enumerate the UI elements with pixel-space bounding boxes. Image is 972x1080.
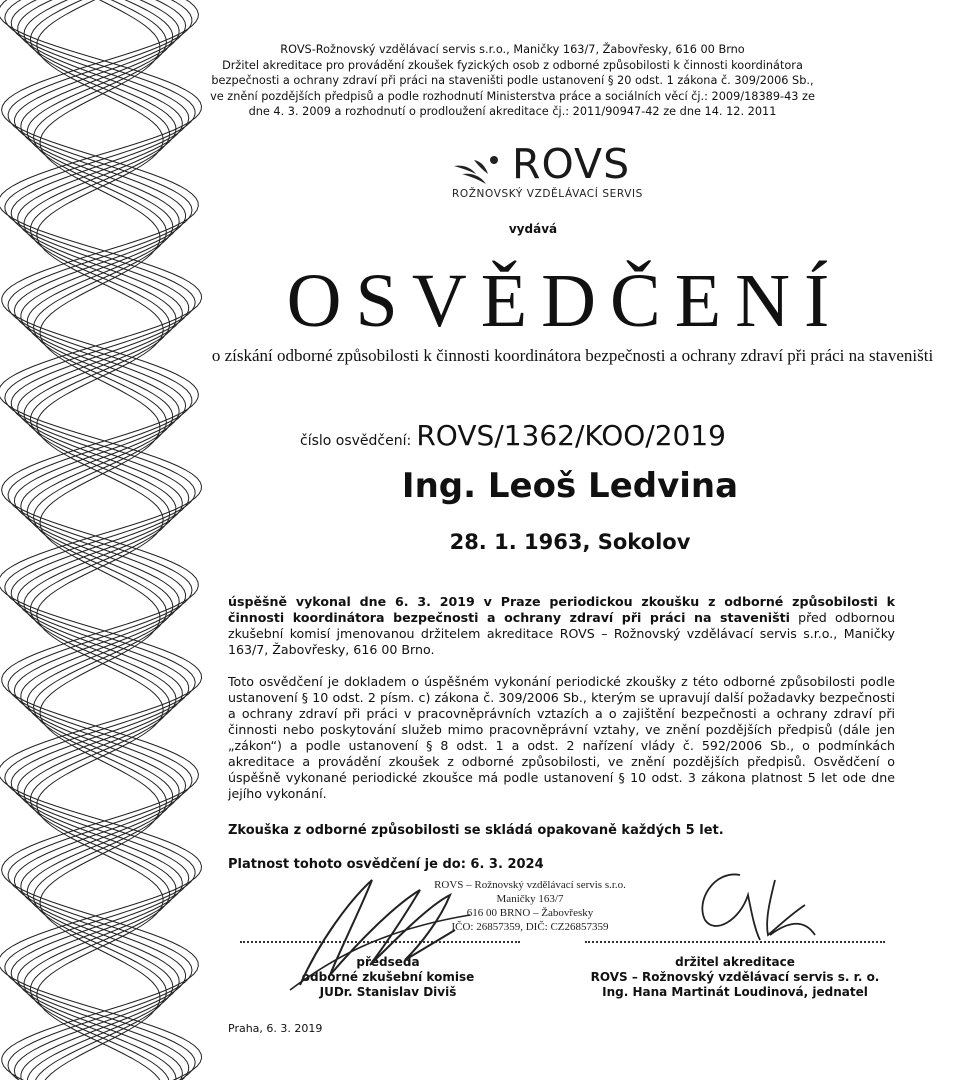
stamp-line-4: IČO: 26857359, DIČ: CZ26857359 bbox=[451, 921, 609, 933]
certificate-number-value: ROVS/1362/KOO/2019 bbox=[416, 419, 726, 452]
certificate-title: OSVĚDČENÍ bbox=[286, 259, 844, 343]
exam-paragraph-rest: před odbornou zkušební komisí jmenovanou držitelem akreditace ROVS – Rožnovský vzdělávací servis s.r.o., Maničky 163/7, Žabovřesky, 616 00 Brno. bbox=[228, 610, 895, 657]
stamp-line-3: 616 00 BRNO – Žabovřesky bbox=[466, 907, 594, 919]
repeat-note: Zkouška z odborné způsobilosti se skládá opakovaně každých 5 let. bbox=[228, 823, 724, 838]
issues-label: vydává bbox=[508, 222, 558, 236]
certificate-subtitle: o získání odborné způsobilosti k činnosti koordinátora bezpečnosti a ochrany zdraví při práci na staveništi bbox=[211, 346, 934, 365]
logo-wordmark: ROVS bbox=[512, 140, 631, 188]
exam-paragraph-bold: úspěšně vykonal dne 6. 3. 2019 v Praze periodickou zkoušku z odborné způsobilosti k činnosti koordinátora bezpečnosti a ochrany zdraví při práci na staveništi bbox=[228, 594, 895, 625]
place-date: Praha, 6. 3. 2019 bbox=[228, 1022, 323, 1035]
validity-line: Platnost tohoto osvědčení je do: 6. 3. 2024 bbox=[228, 857, 544, 872]
signatory-right bbox=[575, 955, 895, 1000]
signatory-right-org: ROVS – Rožnovský vzdělávací servis s. r. o. bbox=[590, 970, 880, 984]
signatory-left bbox=[268, 955, 508, 1000]
signatory-right-role: držitel akreditace bbox=[675, 955, 795, 969]
certificate-number bbox=[300, 419, 726, 452]
logo-subtitle: ROŽNOVSKÝ VZDĚLÁVACÍ SERVIS bbox=[452, 188, 643, 200]
stamp-line-1: ROVS – Rožnovský vzdělávací servis s.r.o. bbox=[434, 879, 626, 891]
accreditation-header: ROVS-Rožnovský vzdělávací servis s.r.o., Maničky 163/7, Žabovřesky, 616 00 Brno Držitel akreditace pro provádění zkoušek fyzických osob z odborné způsobilosti k činnosti koordinátora bezpečnosti a ochrany zdraví při práci na staveništi podle ustanovení § 20 odst. 1 zákona č. 309/2006 Sb., ve znění pozdějších předpisů a podle rozhodnutí Ministerstva práce a sociálních věcí čj.: 2009/18389-43 ze dne 4. 3. 2009 a rozhodnutí o prodloužení akreditace čj.: 2011/90947-42 ze dne 14. 12. 2011 bbox=[210, 43, 815, 118]
exam-paragraph bbox=[228, 594, 895, 658]
signatory-right-name: Ing. Hana Martinát Loudinová, jednatel bbox=[602, 985, 868, 999]
signature-right-scribble bbox=[702, 874, 815, 940]
signatory-left-name: JUDr. Stanislav Diviš bbox=[319, 985, 457, 999]
holder-name: Ing. Leoš Ledvina bbox=[401, 466, 739, 506]
stamp-line-2: Maničky 163/7 bbox=[496, 893, 564, 905]
legal-paragraph: Toto osvědčení je dokladem o úspěšném vykonání periodické zkoušky z této odborné způsobilosti podle ustanovení § 10 odst. 2 písm. c) zákona č. 309/2006 Sb., kterým se upravují další požadavky bezpečnosti a ochrany zdraví při práci v pracovněprávních vztazích a o zajištění bezpečnosti a ochrany zdraví při činnosti nebo poskytování služeb mimo pracovněprávní vztahy, ve znění pozdějších předpisů (dále jen „zákon“) a podle ustanovení § 8 odst. 1 a odst. 2 nařízení vlády č. 592/2006 Sb., o podmínkách akreditace a provádění zkoušek z odborné způsobilosti, ve znění pozdějších předpisů. Osvědčení o úspěšně vykonané periodické zkoušce má podle ustanovení § 10 odst. 3 zákona platnost 5 let ode dne jejího vykonání. bbox=[228, 674, 895, 801]
company-stamp bbox=[395, 878, 665, 934]
signatory-left-role: předseda bbox=[356, 955, 420, 969]
signatory-left-body: odborné zkušební komise bbox=[301, 970, 475, 984]
holder-birth: 28. 1. 1963, Sokolov bbox=[449, 530, 691, 554]
signature-line-left bbox=[240, 941, 520, 943]
guilloche-wave bbox=[5, 0, 195, 1080]
certificate-number-label: číslo osvědčení: bbox=[300, 433, 412, 449]
signature-line-right bbox=[585, 941, 885, 943]
guilloche-border bbox=[0, 0, 210, 1080]
